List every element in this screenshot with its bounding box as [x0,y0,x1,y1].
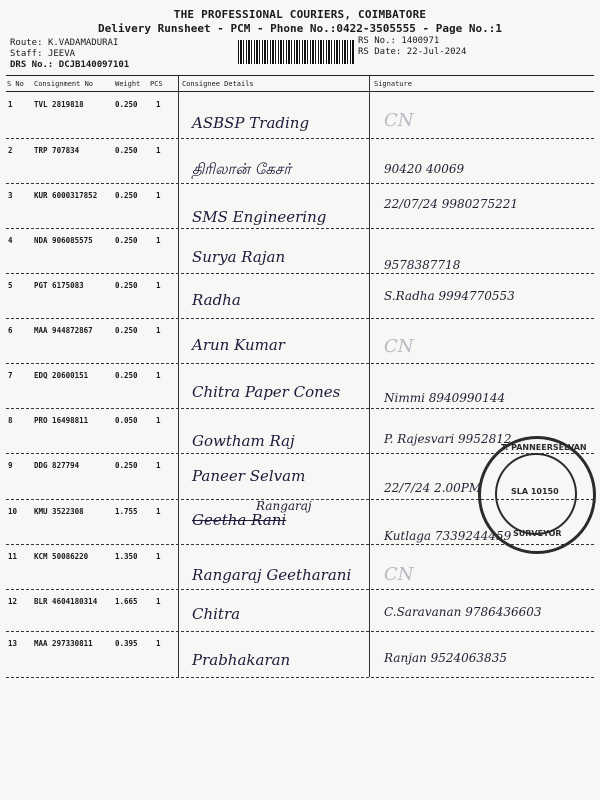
pieces-count: 1 [156,191,161,200]
consignment-number: PRO 16498811 [34,416,89,425]
weight-value: 0.250 [115,100,138,109]
signature-entry: CN [384,564,414,585]
signature-divider [369,75,370,677]
staff-value: JEEVA [47,49,76,59]
serial-number: 7 [8,371,13,380]
consignee-name: திரிலான் கேசர் [192,160,292,178]
consignee-name: Rangaraj Geetharani [192,566,352,584]
serial-number: 8 [8,416,13,425]
pieces-count: 1 [156,236,161,245]
consignee-name: Gowtham Raj [192,432,295,450]
weight-value: 0.395 [115,639,138,648]
consignee-name: Surya Rajan [192,248,286,266]
rs-no-value: 1400971 [401,36,440,46]
row-divider [6,273,594,274]
weight-value: 1.665 [115,597,138,606]
pieces-count: 1 [156,416,161,425]
table-end-rule [6,677,594,678]
rs-no-line [358,36,439,46]
consignee-name: Chitra Paper Cones [192,383,341,401]
route-line [10,38,118,48]
consignee-name: Radha [192,291,241,309]
header-top-rule [6,75,594,76]
col-consignment: Consignment No [34,80,94,88]
pieces-count: 1 [156,326,161,335]
drs-value: DCJB140097101 [58,60,130,70]
consignee-name: Chitra [192,605,241,623]
signature-entry: P. Rajesvari 9952812 [384,432,512,446]
weight-value: 0.250 [115,371,138,380]
stamp-code: SLA 10150 [511,487,559,496]
col-pcs: PCS [150,80,163,88]
signature-entry: Ranjan 9524063835 [384,651,507,665]
consignment-number: MAA 297330811 [34,639,93,648]
row-divider [6,228,594,229]
weight-value: 1.350 [115,552,138,561]
pieces-count: 1 [156,146,161,155]
consignee-note: Rangaraj [256,499,312,513]
row-divider [6,363,594,364]
consignment-number: BLR 4604180314 [34,597,98,606]
stamp-name: T. PANNEERSELVAN [501,443,587,452]
surveyor-stamp [478,436,596,554]
consignment-number: TRP 707834 [34,146,80,155]
consignee-name: ASBSP Trading [192,114,310,132]
weight-value: 0.250 [115,146,138,155]
consignment-number: KCM 50086220 [34,552,89,561]
serial-number: 5 [8,281,13,290]
col-sno: S No [7,80,24,88]
signature-entry: S.Radha 9994770553 [384,289,515,303]
weight-value: 1.755 [115,507,138,516]
weight-value: 0.250 [115,326,138,335]
serial-number: 11 [8,552,18,561]
signature-entry: CN [384,336,414,357]
pieces-count: 1 [156,100,161,109]
weight-value: 0.050 [115,416,138,425]
col-weight: Weight [115,80,141,88]
pieces-count: 1 [156,281,161,290]
signature-entry: 9578387718 [384,258,461,272]
consignment-number: KMU 3522308 [34,507,84,516]
signature-entry: 90420 40069 [384,162,465,176]
consignee-name: Arun Kumar [192,336,285,354]
serial-number: 6 [8,326,13,335]
serial-number: 12 [8,597,18,606]
company-title: THE PROFESSIONAL COURIERS, COIMBATORE [173,8,427,21]
signature-entry: C.Saravanan 9786436603 [384,605,542,619]
runsheet-subtitle: Delivery Runsheet - PCM - Phone No.:0422-3505555 - Page No.:1 [98,22,502,35]
row-divider [6,408,594,409]
weight-value: 0.250 [115,236,138,245]
signature-entry: Nimmi 8940990144 [384,391,506,405]
drs-line [10,60,129,70]
pieces-count: 1 [156,552,161,561]
rs-date-value: 22-Jul-2024 [406,47,467,57]
pieces-count: 1 [156,461,161,470]
signature-entry: Kutlaga 7339244459 [384,529,512,543]
row-divider [6,183,594,184]
pieces-count: 1 [156,597,161,606]
serial-number: 13 [8,639,18,648]
consignee-divider [178,75,179,677]
rs-date-line [358,47,466,57]
consignment-number: DDG 827794 [34,461,80,470]
consignee-name: Geetha Rani [192,511,287,529]
weight-value: 0.250 [115,281,138,290]
serial-number: 9 [8,461,13,470]
col-consignee: Consignee Details [182,80,254,88]
serial-number: 2 [8,146,13,155]
serial-number: 4 [8,236,13,245]
pieces-count: 1 [156,371,161,380]
rs-no-label: RS No.: [358,36,396,46]
signature-entry: CN [384,110,414,131]
row-divider [6,138,594,139]
serial-number: 3 [8,191,13,200]
serial-number: 10 [8,507,18,516]
consignment-number: KUR 6000317852 [34,191,98,200]
weight-value: 0.250 [115,191,138,200]
consignment-number: PGT 6175083 [34,281,84,290]
staff-line [10,49,75,59]
header-bottom-rule [6,91,594,92]
consignment-number: NDA 906085575 [34,236,93,245]
signature-entry: 22/7/24 2.00PM [384,481,482,495]
rs-date-label: RS Date: [358,47,402,57]
signature-entry: 22/07/24 9980275221 [384,197,519,211]
consignee-name: Prabhakaran [192,651,291,669]
route-value: K.VADAMADURAI [47,38,119,48]
weight-value: 0.250 [115,461,138,470]
consignment-number: TVL 2819818 [34,100,84,109]
col-signature: Signature [374,80,412,88]
barcode [238,40,354,64]
drs-label: DRS No.: [10,60,54,70]
route-label: Route: [10,38,43,48]
pieces-count: 1 [156,639,161,648]
pieces-count: 1 [156,507,161,516]
consignee-name: Paneer Selvam [192,467,306,485]
staff-label: Staff: [10,49,43,59]
row-divider [6,631,594,632]
row-divider [6,318,594,319]
stamp-role: SURVEYOR [513,529,562,538]
consignment-number: MAA 944872867 [34,326,93,335]
row-divider [6,589,594,590]
consignment-number: EDQ 20600151 [34,371,89,380]
consignee-name: SMS Engineering [192,208,327,226]
serial-number: 1 [8,100,13,109]
